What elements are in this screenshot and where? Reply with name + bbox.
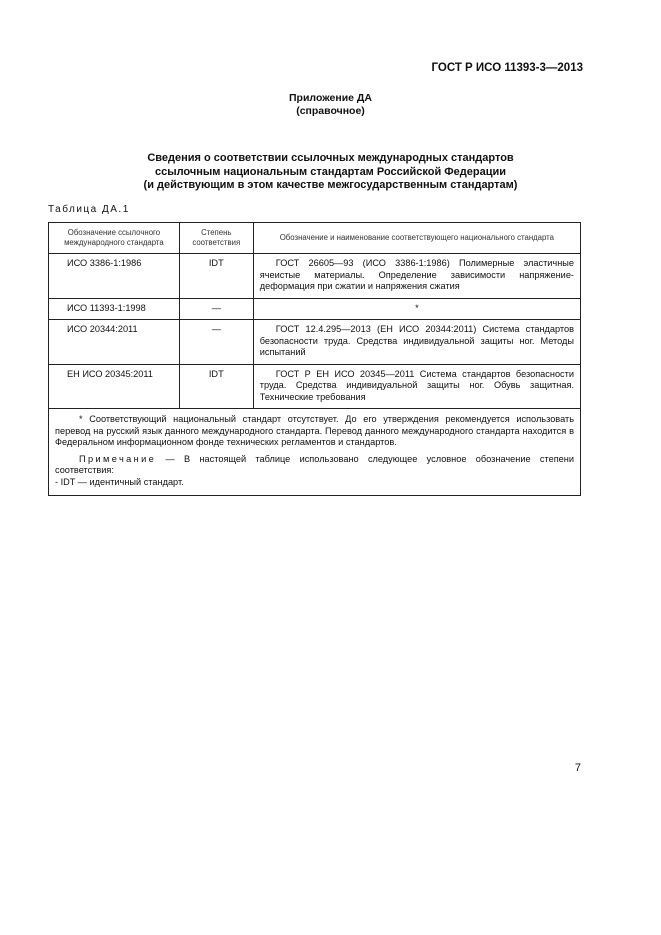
column-header-international: Обозначение ссылочного международного стандарта (49, 223, 180, 254)
correspondence-table (48, 222, 581, 496)
cell-degree: — (179, 320, 253, 365)
cell-international: ИСО 20344:2011 (49, 320, 180, 365)
footnote: * Соответствующий национальный стандарт отсутствует. До его утверждения рекомендуется использовать перевод на русский язык данного международного стандарта. Перевод данного международного стандарта находится в Федеральном информационном фонде технических регламентов и стандартов. (55, 414, 574, 447)
cell-national: ГОСТ Р ЕН ИСО 20345—2011 Система стандартов безопасности труда. Средства индивидуальной защиты ног. Обувь защитная. Технические требования (253, 364, 580, 409)
cell-degree: IDT (179, 254, 253, 299)
standard-code: ГОСТ Р ИСО 11393-3—2013 (431, 62, 583, 74)
document-title-line: (и действующим в этом качестве межгосударственным стандартам) (143, 179, 518, 191)
cell-degree: IDT (179, 364, 253, 409)
cell-international: ИСО 3386-1:1986 (49, 254, 180, 299)
appendix-subtitle: (справочное) (296, 105, 365, 117)
table-footer-row (49, 409, 581, 496)
table-row (49, 320, 581, 365)
appendix-heading (0, 92, 661, 118)
cell-national: ГОСТ 12.4.295—2013 (ЕН ИСО 20344:2011) Система стандартов безопасности труда. Средства индивидуальной защиты ног. Методы испытаний (253, 320, 580, 365)
table-header-row (49, 223, 581, 254)
document-title (0, 152, 661, 193)
cell-national: ГОСТ 26605—93 (ИСО 3386-1:1986) Полимерные эластичные ячеистые материалы. Определение зависимости напряжение-деформация при сжатии и напряжения сжатия (253, 254, 580, 299)
note (55, 454, 574, 477)
appendix-title: Приложение ДА (289, 92, 372, 104)
cell-national: * (253, 298, 580, 320)
table-row (49, 254, 581, 299)
document-title-line: ссылочным национальным стандартам Российской Федерации (154, 165, 507, 178)
document-title-line: Сведения о соответствии ссылочных международных стандартов (147, 152, 514, 164)
column-header-national: Обозначение и наименование соответствующего национального стандарта (253, 223, 580, 254)
note-item: - IDT — идентичный стандарт. (55, 476, 184, 487)
table-row (49, 364, 581, 409)
column-header-degree: Степень соответствия (179, 223, 253, 254)
table-row (49, 298, 581, 320)
cell-international: ЕН ИСО 20345:2011 (49, 364, 180, 409)
table-label: Таблица ДА.1 (48, 204, 130, 215)
note-text: — В настоящей таблице использовано следующее условное обозначение степени соответствия: (55, 453, 574, 475)
correspondence-table-wrapper (48, 222, 581, 496)
cell-international: ИСО 11393-1:1998 (49, 298, 180, 320)
table-footer (49, 409, 581, 496)
note-label: Примечание (79, 453, 157, 464)
cell-degree: — (179, 298, 253, 320)
page-number: 7 (574, 762, 581, 774)
